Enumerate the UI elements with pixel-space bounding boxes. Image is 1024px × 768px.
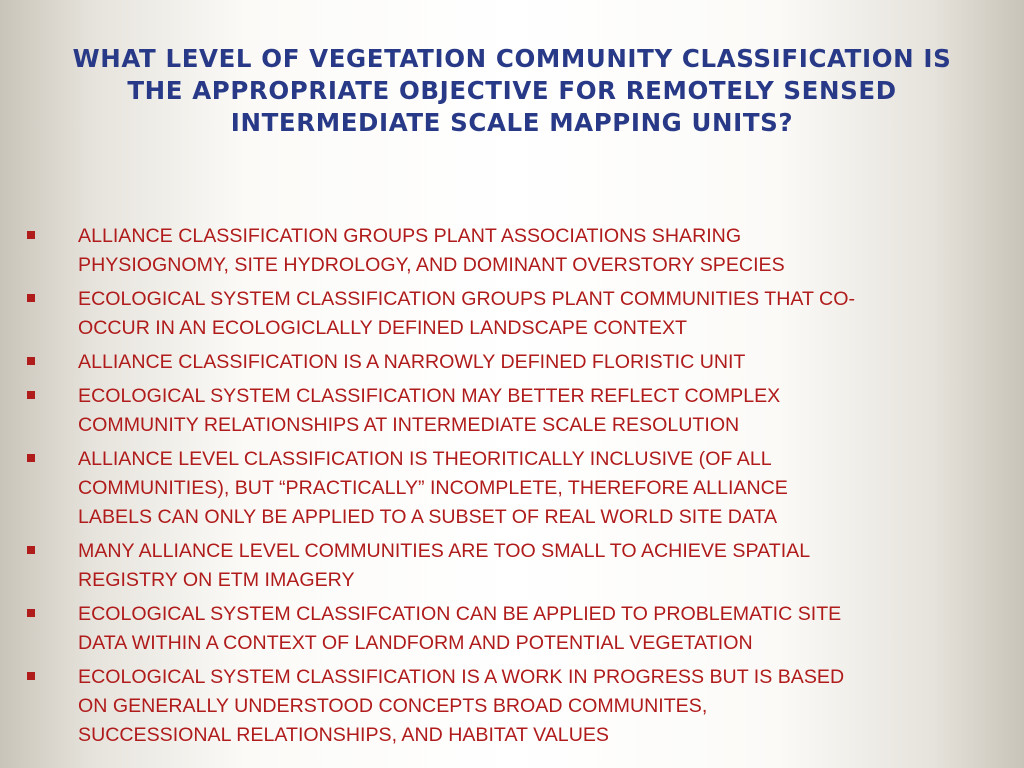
bullet-text: ECOLOGICAL SYSTEM CLASSIFCATION CAN BE APPLIED TO PROBLEMATIC SITE DATA WITHIN A CONTEXT OF LANDFORM AND POTENTIAL VEGETATION [78, 603, 842, 654]
bullet-item [0, 285, 1024, 343]
bullet-item [0, 445, 1024, 532]
bullet-text: ALLIANCE CLASSIFICATION GROUPS PLANT ASSOCIATIONS SHARING PHYSIOGNOMY, SITE HYDROLOGY, AND DOMINANT OVERSTORY SPECIES [78, 225, 785, 276]
bullet-text: ECOLOGICAL SYSTEM CLASSIFICATION IS A WORK IN PROGRESS BUT IS BASED ON GENERALLY UNDERSTOOD CONCEPTS BROAD COMMUNITES, SUCCESSIONAL RELATIONSHIPS, AND HABITAT VALUES [78, 666, 845, 746]
bullet-text: ECOLOGICAL SYSTEM CLASSIFICATION GROUPS PLANT COMMUNITIES THAT CO- OCCUR IN AN ECOLOGICLALLY DEFINED LANDSCAPE CONTEXT [78, 288, 855, 339]
square-bullet-icon [27, 609, 35, 617]
bullet-text: MANY ALLIANCE LEVEL COMMUNITIES ARE TOO SMALL TO ACHIEVE SPATIAL REGISTRY ON ETM IMAGERY [78, 540, 811, 591]
slide-title: WHAT LEVEL OF VEGETATION COMMUNITY CLASSIFICATION IS THE APPROPRIATE OBJECTIVE FOR REMOTELY SENSED INTERMEDIATE SCALE MAPPING UNITS? [72, 44, 952, 137]
square-bullet-icon [27, 391, 35, 399]
square-bullet-icon [27, 672, 35, 680]
square-bullet-icon [27, 454, 35, 462]
bullet-item [0, 537, 1024, 595]
bullet-item [0, 222, 1024, 280]
bullet-text: ALLIANCE CLASSIFICATION IS A NARROWLY DEFINED FLORISTIC UNIT [78, 351, 746, 373]
bullet-item [0, 382, 1024, 440]
bullet-text: ALLIANCE LEVEL CLASSIFICATION IS THEORITICALLY INCLUSIVE (OF ALL COMMUNITIES), BUT “PRACTICALLY” INCOMPLETE, THEREFORE ALLIANCE LABELS CAN ONLY BE APPLIED TO A SUBSET OF REAL WORLD SITE DATA [78, 448, 788, 528]
bullet-item [0, 663, 1024, 750]
square-bullet-icon [27, 231, 35, 239]
square-bullet-icon [27, 546, 35, 554]
bullet-item [0, 600, 1024, 658]
bullet-item [0, 348, 1024, 377]
bullet-text: ECOLOGICAL SYSTEM CLASSIFICATION MAY BETTER REFLECT COMPLEX COMMUNITY RELATIONSHIPS AT INTERMEDIATE SCALE RESOLUTION [78, 385, 781, 436]
bullet-list [0, 222, 1024, 755]
square-bullet-icon [27, 357, 35, 365]
square-bullet-icon [27, 294, 35, 302]
